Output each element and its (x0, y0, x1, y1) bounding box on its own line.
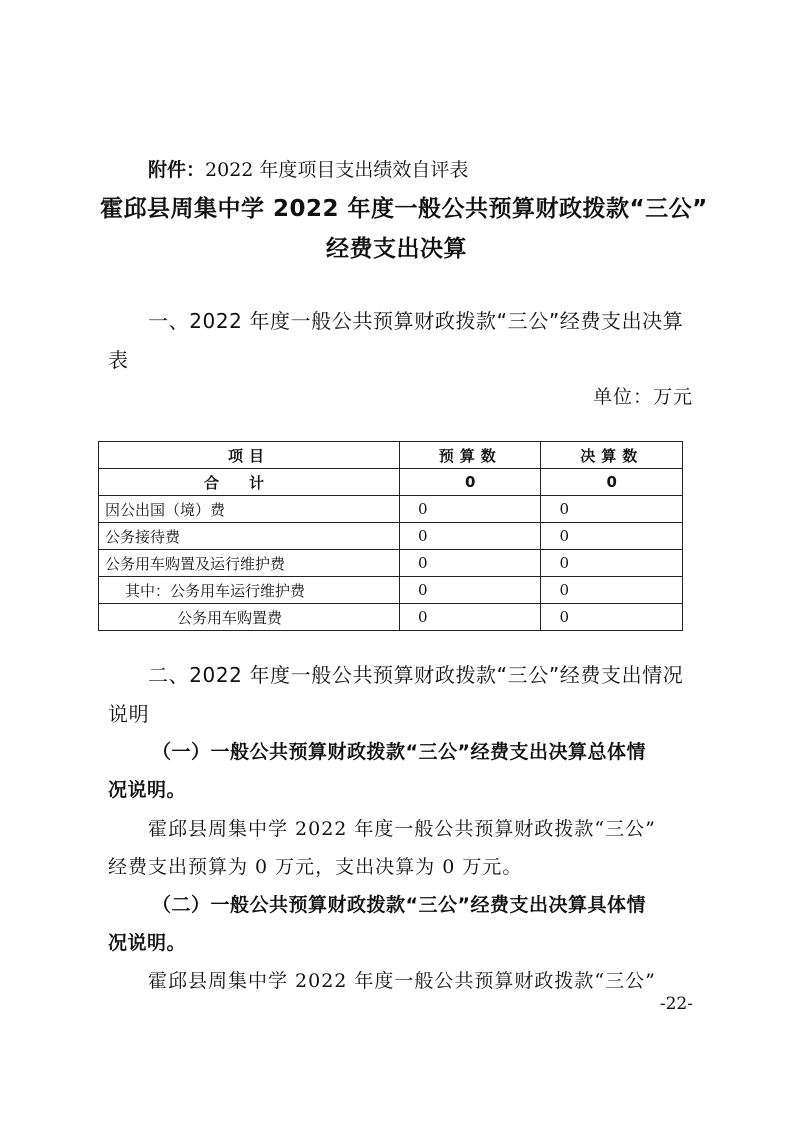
table-row (99, 550, 683, 577)
header-item: 项目 (99, 442, 400, 469)
row-budget: 0 (399, 577, 541, 604)
section2-heading-cont: 说明 (108, 702, 150, 726)
row-label: 因公出国（境）费 (99, 496, 400, 523)
subsection1-heading-cont: 况说明。 (108, 779, 187, 801)
row-budget: 0 (399, 496, 541, 523)
table-row (99, 523, 683, 550)
row-label: 其中：公务用车运行维护费 (99, 577, 400, 604)
paragraph1-line1: 霍邱县周集中学 2022 年度一般公共预算财政拨款“三公” (148, 818, 656, 840)
row-final: 0 (541, 604, 683, 631)
section2-heading: 二、2022 年度一般公共预算财政拨款“三公”经费支出情况 (148, 663, 684, 687)
row-label: 公务用车购置费 (99, 604, 400, 631)
total-final: 0 (541, 469, 683, 496)
page-number: -22- (659, 994, 693, 1014)
table-row (99, 577, 683, 604)
row-budget: 0 (399, 550, 541, 577)
attachment-label: 附件： (148, 159, 206, 181)
paragraph2-line1: 霍邱县周集中学 2022 年度一般公共预算财政拨款“三公” (148, 970, 656, 992)
table-row (99, 496, 683, 523)
subsection1-heading: （一）一般公共预算财政拨款“三公”经费支出决算总体情 (152, 741, 646, 763)
section1-heading-cont: 表 (108, 348, 129, 372)
budget-table (98, 441, 683, 631)
row-final: 0 (541, 550, 683, 577)
attachment-text: 2022 年度项目支出绩效自评表 (205, 159, 469, 181)
row-final: 0 (541, 577, 683, 604)
subsection2-heading: （二）一般公共预算财政拨款“三公”经费支出决算具体情 (152, 894, 646, 916)
row-budget: 0 (399, 604, 541, 631)
row-label: 公务接待费 (99, 523, 400, 550)
paragraph1-line2: 经费支出预算为 0 万元，支出决算为 0 万元。 (108, 856, 523, 878)
total-budget: 0 (399, 469, 541, 496)
attachment-line (148, 155, 468, 182)
header-budget: 预算数 (399, 442, 541, 469)
section1-heading: 一、2022 年度一般公共预算财政拨款“三公”经费支出决算 (148, 309, 684, 333)
row-final: 0 (541, 496, 683, 523)
table-total-row (99, 469, 683, 496)
table-row (99, 604, 683, 631)
row-final: 0 (541, 523, 683, 550)
unit-label: 单位：万元 (592, 386, 693, 408)
document-title-line2: 经费支出决算 (326, 236, 467, 262)
subsection2-heading-cont: 况说明。 (108, 932, 187, 954)
row-label: 公务用车购置及运行维护费 (99, 550, 400, 577)
total-label: 合计 (99, 469, 400, 496)
document-title-line1: 霍邱县周集中学 2022 年度一般公共预算财政拨款“三公” (100, 196, 708, 222)
row-budget: 0 (399, 523, 541, 550)
header-final: 决算数 (541, 442, 683, 469)
table-header-row (99, 442, 683, 469)
